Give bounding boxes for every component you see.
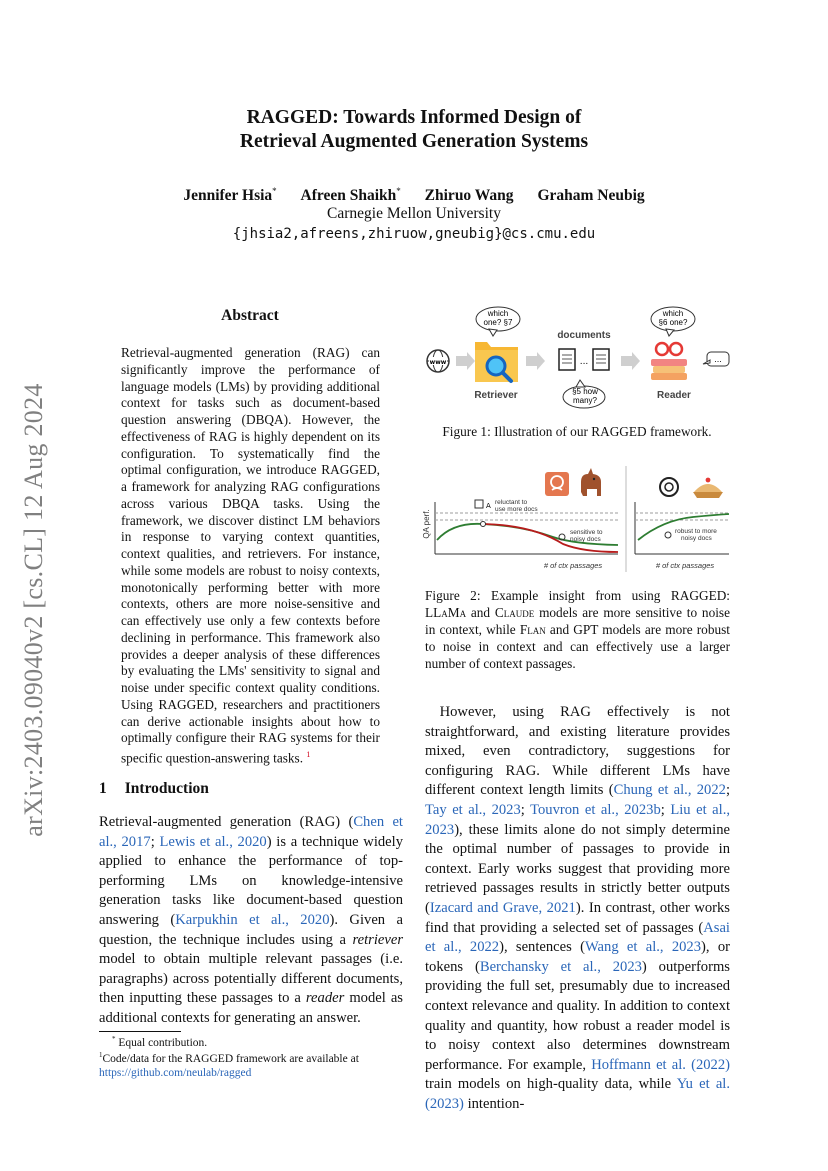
author: Afreen Shaikh*	[300, 186, 401, 205]
meta-logo-icon	[545, 472, 569, 496]
svg-text:A: A	[486, 502, 491, 510]
gear-note-icon	[475, 500, 491, 510]
answer-bubble-icon	[703, 352, 729, 366]
author: Zhiruo Wang	[424, 187, 514, 205]
citation-link[interactable]: Wang et al., 2023	[584, 939, 702, 956]
svg-text:www: www	[429, 359, 447, 366]
abstract-text: Retrieval-augmented generation (RAG) can significantly improve the performance of language models (LMs) by providing additional context for tasks such as document-based question answering (DBQA). However, the effectiveness of RAG is highly dependent on its configuration. To systematically find the optimal configuration, we introduce RAGGED, a framework for analyzing RAG configurations across various DBQA tasks. Using the framework, we discover distinct LM behaviors in response to varying context quantities, context qualities, and retrievers. For instance, while some models are robust to noisy contexts, monotonically performing better with more contexts, others are more noise-sensitive and can effectively use only a few contexts before declining in performance. This framework also provides a deeper analysis of these differences by evaluating the LMs' sensitivity to signal and noise under specific context quality conditions. Using RAGGED, researchers and practitioners can derive actionable insights about how to optimally configure their RAG systems for their specific question-answering tasks.	[121, 345, 380, 766]
citation-link[interactable]: Hoffmann et al. (2022)	[591, 1056, 730, 1073]
svg-text:many?: many?	[572, 396, 598, 405]
author: Graham Neubig	[537, 187, 645, 205]
citation-link[interactable]: Touvron et al., 2023b	[530, 801, 661, 818]
section-number: 1	[99, 780, 107, 797]
svg-text:one? §7: one? §7	[483, 318, 513, 327]
body-paragraph: However, using RAG effectively is not straightforward, and existing literature provides mixed, even contradictory, suggestions for configuring RAG. While different LMs have different context length limits (Chung et al., 2022; Tay et al., 2023; Touvron et al., 2023b; Liu et al., 2023), these limits alone do not simply determine the optimal number of passages to provide in context. Early works suggest that providing more retrieved passages results in strictly better outputs (Izacard and Grave, 2021). In contrast, other works find that providing a selected set of passages (Asai et al., 2022), sentences (Wang et al., 2023), or tokens (Berchansky et al., 2023) outperforms providing the full set, presumably due to increased context relevance and quality. In addition to context quality and quantity, how robust a reader model is to noisy context also determines downstream performance. For example, Hoffmann et al. (2022) train models on high-quality data, while Yu et al. (2023) intention-	[425, 704, 731, 1112]
footnote-ref[interactable]: 1	[306, 750, 311, 759]
citation-link[interactable]: Liu et al., 2023	[425, 801, 730, 838]
annotation-sensitive: sensitive to	[570, 529, 603, 536]
section-title: Introduction	[124, 780, 209, 797]
document-icon	[559, 349, 575, 370]
retriever-label: Retriever	[474, 390, 518, 401]
citation-link[interactable]: Chung et al., 2022	[613, 782, 726, 799]
citation-link[interactable]: Yu et al. (2023)	[425, 1076, 730, 1112]
document-icon	[593, 349, 609, 370]
svg-text:§5 how: §5 how	[572, 387, 598, 396]
shield-icon	[665, 532, 671, 538]
author: Jennifer Hsia*	[183, 186, 277, 205]
annotation-reluctant: reluctant to	[495, 499, 528, 506]
reader-label: Reader	[657, 390, 691, 401]
books-reader-icon	[651, 343, 687, 380]
question-bubble-middle	[563, 380, 605, 408]
citation-link[interactable]: Asai et al., 2022	[425, 919, 730, 956]
svg-text:noisy docs: noisy docs	[570, 536, 601, 543]
title-line-2: Retrieval Augmented Generation Systems	[239, 131, 589, 152]
citation-link[interactable]: Tay et al., 2023	[425, 801, 521, 818]
author-list	[0, 186, 828, 205]
svg-text:which: which	[662, 309, 684, 318]
title-line-1: RAGGED: Towards Informed Design of	[246, 107, 582, 128]
arrow-icon	[621, 352, 640, 370]
svg-text:noisy docs: noisy docs	[681, 535, 712, 542]
llama-icon	[581, 468, 601, 496]
documents-label: documents	[557, 330, 611, 341]
arrow-icon	[456, 352, 475, 370]
svg-text:use more docs: use more docs	[495, 506, 538, 513]
svg-text:...: ...	[714, 355, 722, 364]
figure-2-illustration	[423, 462, 733, 574]
arrow-icon	[526, 352, 545, 370]
svg-text:which: which	[487, 309, 509, 318]
question-bubble-right	[651, 307, 695, 336]
y-axis-label: QA perf.	[422, 509, 431, 539]
affiliation: Carnegie Mellon University	[327, 205, 501, 222]
citation-link[interactable]: Karpukhin et al., 2020	[175, 911, 330, 928]
citation-link[interactable]: Berchansky et al., 2023	[479, 958, 642, 975]
globe-icon	[427, 350, 449, 372]
github-link[interactable]: https://github.com/neulab/ragged	[99, 1066, 252, 1079]
paper-title	[0, 106, 828, 154]
author-emails: {jhsia2,afreens,zhiruow,gneubig}@cs.cmu.edu	[232, 226, 596, 242]
peak-marker	[481, 522, 486, 527]
intro-paragraph: Retrieval-augmented generation (RAG) (Chen et al., 2017; Lewis et al., 2020) is a technique widely applied to enhance the performance of top-performing LMs on knowledge-intensive generation tasks like document-based question answering (Karpukhin et al., 2020). Given a question, the technique includes using a retriever model to obtain multiple relevant passages (i.e. paragraphs) across potentially different documents, then inputting these passages to a reader model as additional contexts for generating an answer.	[99, 814, 403, 1026]
arxiv-stamp	[14, 360, 54, 860]
abstract-heading: Abstract	[221, 307, 279, 324]
svg-text:§6 one?: §6 one?	[658, 318, 688, 327]
citation-link[interactable]: Chen et al., 2017	[99, 814, 403, 850]
citation-link[interactable]: Izacard and Grave, 2021	[429, 899, 576, 916]
footnote-rule	[99, 1031, 181, 1032]
citation-link[interactable]: Lewis et al., 2020	[159, 833, 267, 850]
figure-2-caption: Figure 2: Example insight from using RAGGED: LLaMa and Claude models are more sensitive to noise in context, while Flan and GPT models are more robust to noise in context and can effectively use a larger number of context passages.	[425, 588, 730, 671]
arxiv-identifier: arXiv:2403.09040v2 [cs.CL] 12 Aug 2024	[19, 383, 48, 837]
ellipsis: ...	[579, 357, 589, 367]
question-bubble-left	[476, 307, 520, 336]
flan-pie-icon	[693, 478, 723, 498]
x-axis-label: # of ctx passages	[543, 561, 603, 570]
annotation-robust: robust to more	[675, 528, 717, 535]
figure-1-caption: Figure 1: Illustration of our RAGGED framework.	[442, 424, 712, 439]
footnote-code: $^1$Code/data for the RAGGED framework are available at https://github.com/neulab/ragged	[99, 1051, 359, 1079]
abstract-body	[121, 345, 380, 767]
folder-search-icon	[475, 342, 518, 382]
footnote-equal: * Equal contribution.	[112, 1035, 208, 1049]
x-axis-label-right: # of ctx passages	[655, 561, 715, 570]
figure-1-illustration	[423, 300, 741, 415]
openai-logo-icon	[660, 478, 678, 496]
section-heading	[99, 780, 209, 798]
